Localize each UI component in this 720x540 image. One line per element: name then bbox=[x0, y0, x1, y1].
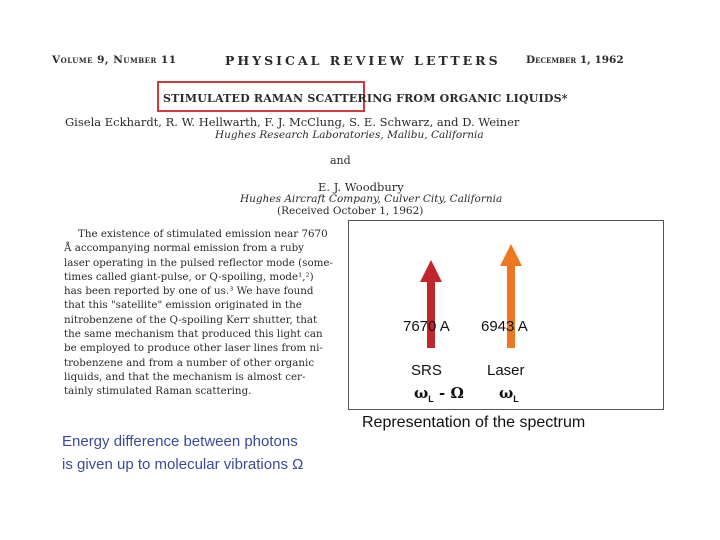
and-separator: and bbox=[330, 154, 351, 167]
received-date: (Received October 1, 1962) bbox=[277, 205, 424, 217]
body-line: laser operating in the pulsed reflector mode (some- bbox=[64, 256, 334, 269]
omega-symbol: ω bbox=[499, 384, 514, 402]
laser-arrow-shaft bbox=[507, 266, 515, 348]
body-line: trobenzene and from a number of other organic bbox=[64, 356, 315, 369]
energy-caption-line-2: is given up to molecular vibrations Ω bbox=[62, 456, 304, 473]
affiliation-1: Hughes Research Laboratories, Malibu, California bbox=[215, 129, 484, 141]
laser-frequency-label bbox=[499, 384, 519, 404]
srs-label: SRS bbox=[411, 362, 442, 379]
affiliation-2: Hughes Aircraft Company, Culver City, California bbox=[240, 193, 503, 205]
body-line: times called giant-pulse, or Q-spoiling, mode¹,²) bbox=[64, 270, 314, 283]
body-line: nitrobenzene of the Q-spoiling Kerr shutter, that bbox=[64, 313, 318, 326]
paper-body-text bbox=[64, 227, 348, 399]
omega-symbol: ω bbox=[414, 384, 429, 402]
body-line: The existence of stimulated emission near 7670 bbox=[78, 228, 328, 240]
body-line: has been reported by one of us.³ We have found bbox=[64, 285, 314, 298]
paper-title: STIMULATED RAMAN SCATTERING FROM ORGANIC LIQUIDS* bbox=[163, 92, 568, 105]
srs-arrow-shaft bbox=[427, 282, 435, 348]
omega-subscript: L bbox=[428, 394, 434, 404]
spectrum-caption: Representation of the spectrum bbox=[362, 414, 586, 431]
body-line: the same mechanism that produced this light can bbox=[64, 328, 323, 341]
srs-frequency-label bbox=[414, 384, 464, 404]
spectrum-arrows bbox=[348, 220, 664, 410]
omega-subscript: L bbox=[513, 394, 519, 404]
body-line: tainly stimulated Raman scattering. bbox=[64, 385, 252, 398]
body-line: that this "satellite" emission originated in the bbox=[64, 299, 302, 312]
authors-line-1: Gisela Eckhardt, R. W. Hellwarth, F. J. McClung, S. E. Schwarz, and D. Weiner bbox=[65, 115, 520, 129]
laser-wavelength-label: 6943 A bbox=[481, 318, 528, 335]
body-line: be employed to produce other laser lines from ni- bbox=[64, 342, 323, 355]
journal-name: PHYSICAL REVIEW LETTERS bbox=[225, 53, 501, 68]
journal-date: December 1, 1962 bbox=[526, 54, 624, 66]
journal-volume: Volume 9, Number 11 bbox=[52, 54, 177, 66]
body-line: liquids, and that the mechanism is almost cer- bbox=[64, 370, 306, 383]
body-line: Å accompanying normal emission from a ruby bbox=[64, 242, 304, 255]
minus-omega: - Ω bbox=[433, 384, 464, 402]
authors-line-2: E. J. Woodbury bbox=[318, 180, 404, 194]
laser-arrow-head bbox=[500, 244, 522, 266]
laser-label: Laser bbox=[487, 362, 525, 379]
energy-caption bbox=[62, 430, 303, 476]
energy-caption-line-1: Energy difference between photons bbox=[62, 433, 298, 450]
srs-arrow-head bbox=[420, 260, 442, 282]
srs-wavelength-label: 7670 A bbox=[403, 318, 450, 335]
